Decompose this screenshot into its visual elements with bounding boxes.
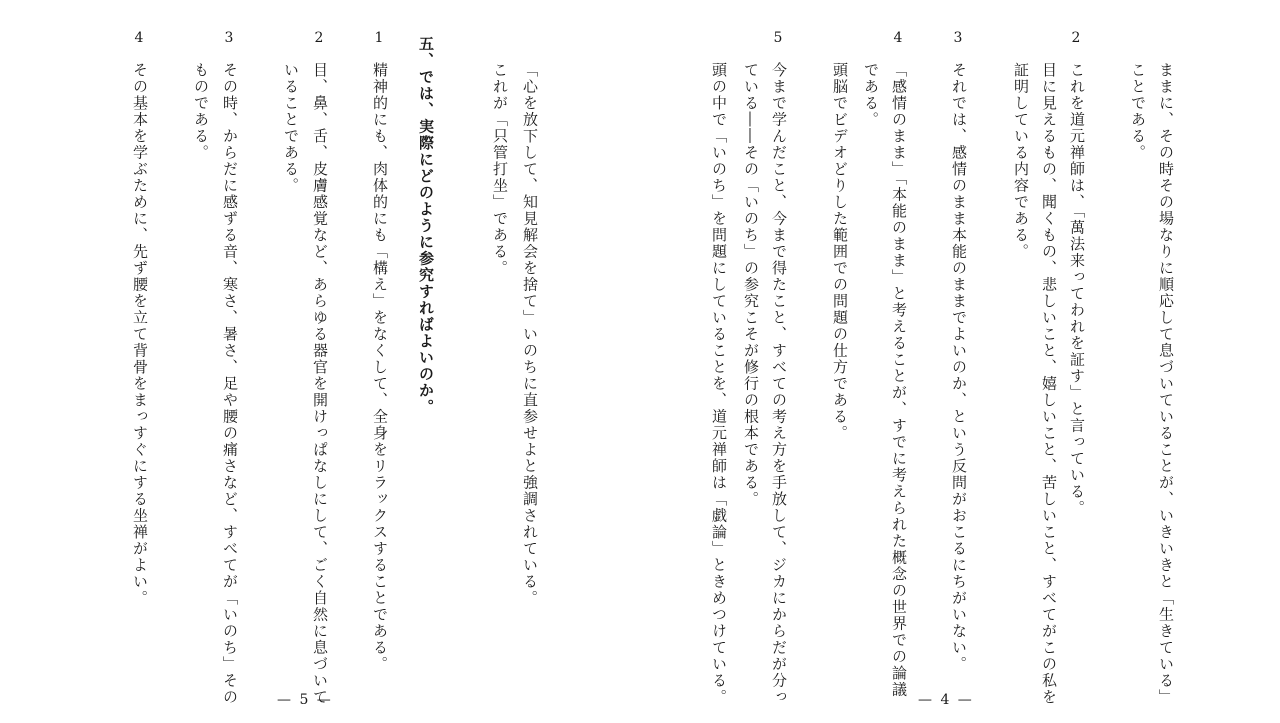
text-column: 目、鼻、舌、皮膚感覚など、あらゆる器官を開けっぱなしにして、ごく自然に息づいて: [311, 62, 329, 706]
text-column: ものである。: [192, 62, 210, 161]
page-4: [640, 0, 1280, 723]
text-column: 頭の中で「いのち」を問題にしていることを、道元禅師は「戯論」ときめつけている。: [710, 62, 728, 706]
item-number: 2: [314, 30, 324, 46]
item-number: 3: [224, 30, 234, 46]
item-number: 3: [953, 30, 963, 46]
text-column: である。: [862, 62, 880, 128]
text-column: 証明している内容である。: [1012, 62, 1030, 260]
page-number: — 4 —: [918, 692, 974, 708]
text-column: その基本を学ぶために、先ず腰を立て背骨をまっすぐにする坐禅がよい。: [131, 62, 149, 607]
text-column: それでは、感情のまま本能のままでよいのか、という反問がおこるにちがいない。: [950, 62, 968, 673]
item-number: 5: [773, 30, 783, 46]
text-column: 精神的にも、肉体的にも「構え」をなくして、全身をリラックスすることである。: [371, 62, 389, 673]
item-number: 4: [134, 30, 144, 46]
page-number: — 5 —: [277, 692, 333, 708]
text-column: その時、からだに感ずる音、寒さ、暑さ、足や腰の痛さなど、すべてが「いのち」その: [221, 62, 239, 706]
text-column: これが「只管打坐」である。: [491, 62, 509, 277]
item-number: 2: [1071, 30, 1081, 46]
item-number: 4: [893, 30, 903, 46]
text-column: 今まで学んだこと、今まで得たこと、すべての考え方を手放して、ジカにからだが分っ: [770, 62, 788, 706]
section-heading: 五、では、実際にどのように参究すればよいのか。: [417, 36, 435, 416]
text-column: いることである。: [282, 62, 300, 194]
text-column: ている――その「いのち」の参究こそが修行の根本である。: [742, 62, 760, 508]
text-column: 「感情のまま」「本能のまま」と考えることが、すでに考えられた概念の世界での論議: [890, 62, 908, 698]
text-column: 頭脳でビデオどりした範囲での問題の仕方である。: [831, 62, 849, 442]
text-column: 「心を放下して、知見解会を捨て」いのちに直参せよと強調されている。: [521, 62, 539, 607]
item-number: 1: [374, 30, 384, 46]
text-column: ことである。: [1129, 62, 1147, 161]
text-column: 目に見えるもの、聞くもの、悲しいこと、嬉しいこと、苦しいこと、すべてがこの私を: [1040, 62, 1058, 706]
text-column: これを道元禅師は、「萬法来ってわれを証す」と言っている。: [1068, 62, 1086, 517]
text-column: ままに、その時その場なりに順応して息づいていることが、いきいきと「生きている」: [1157, 62, 1175, 706]
